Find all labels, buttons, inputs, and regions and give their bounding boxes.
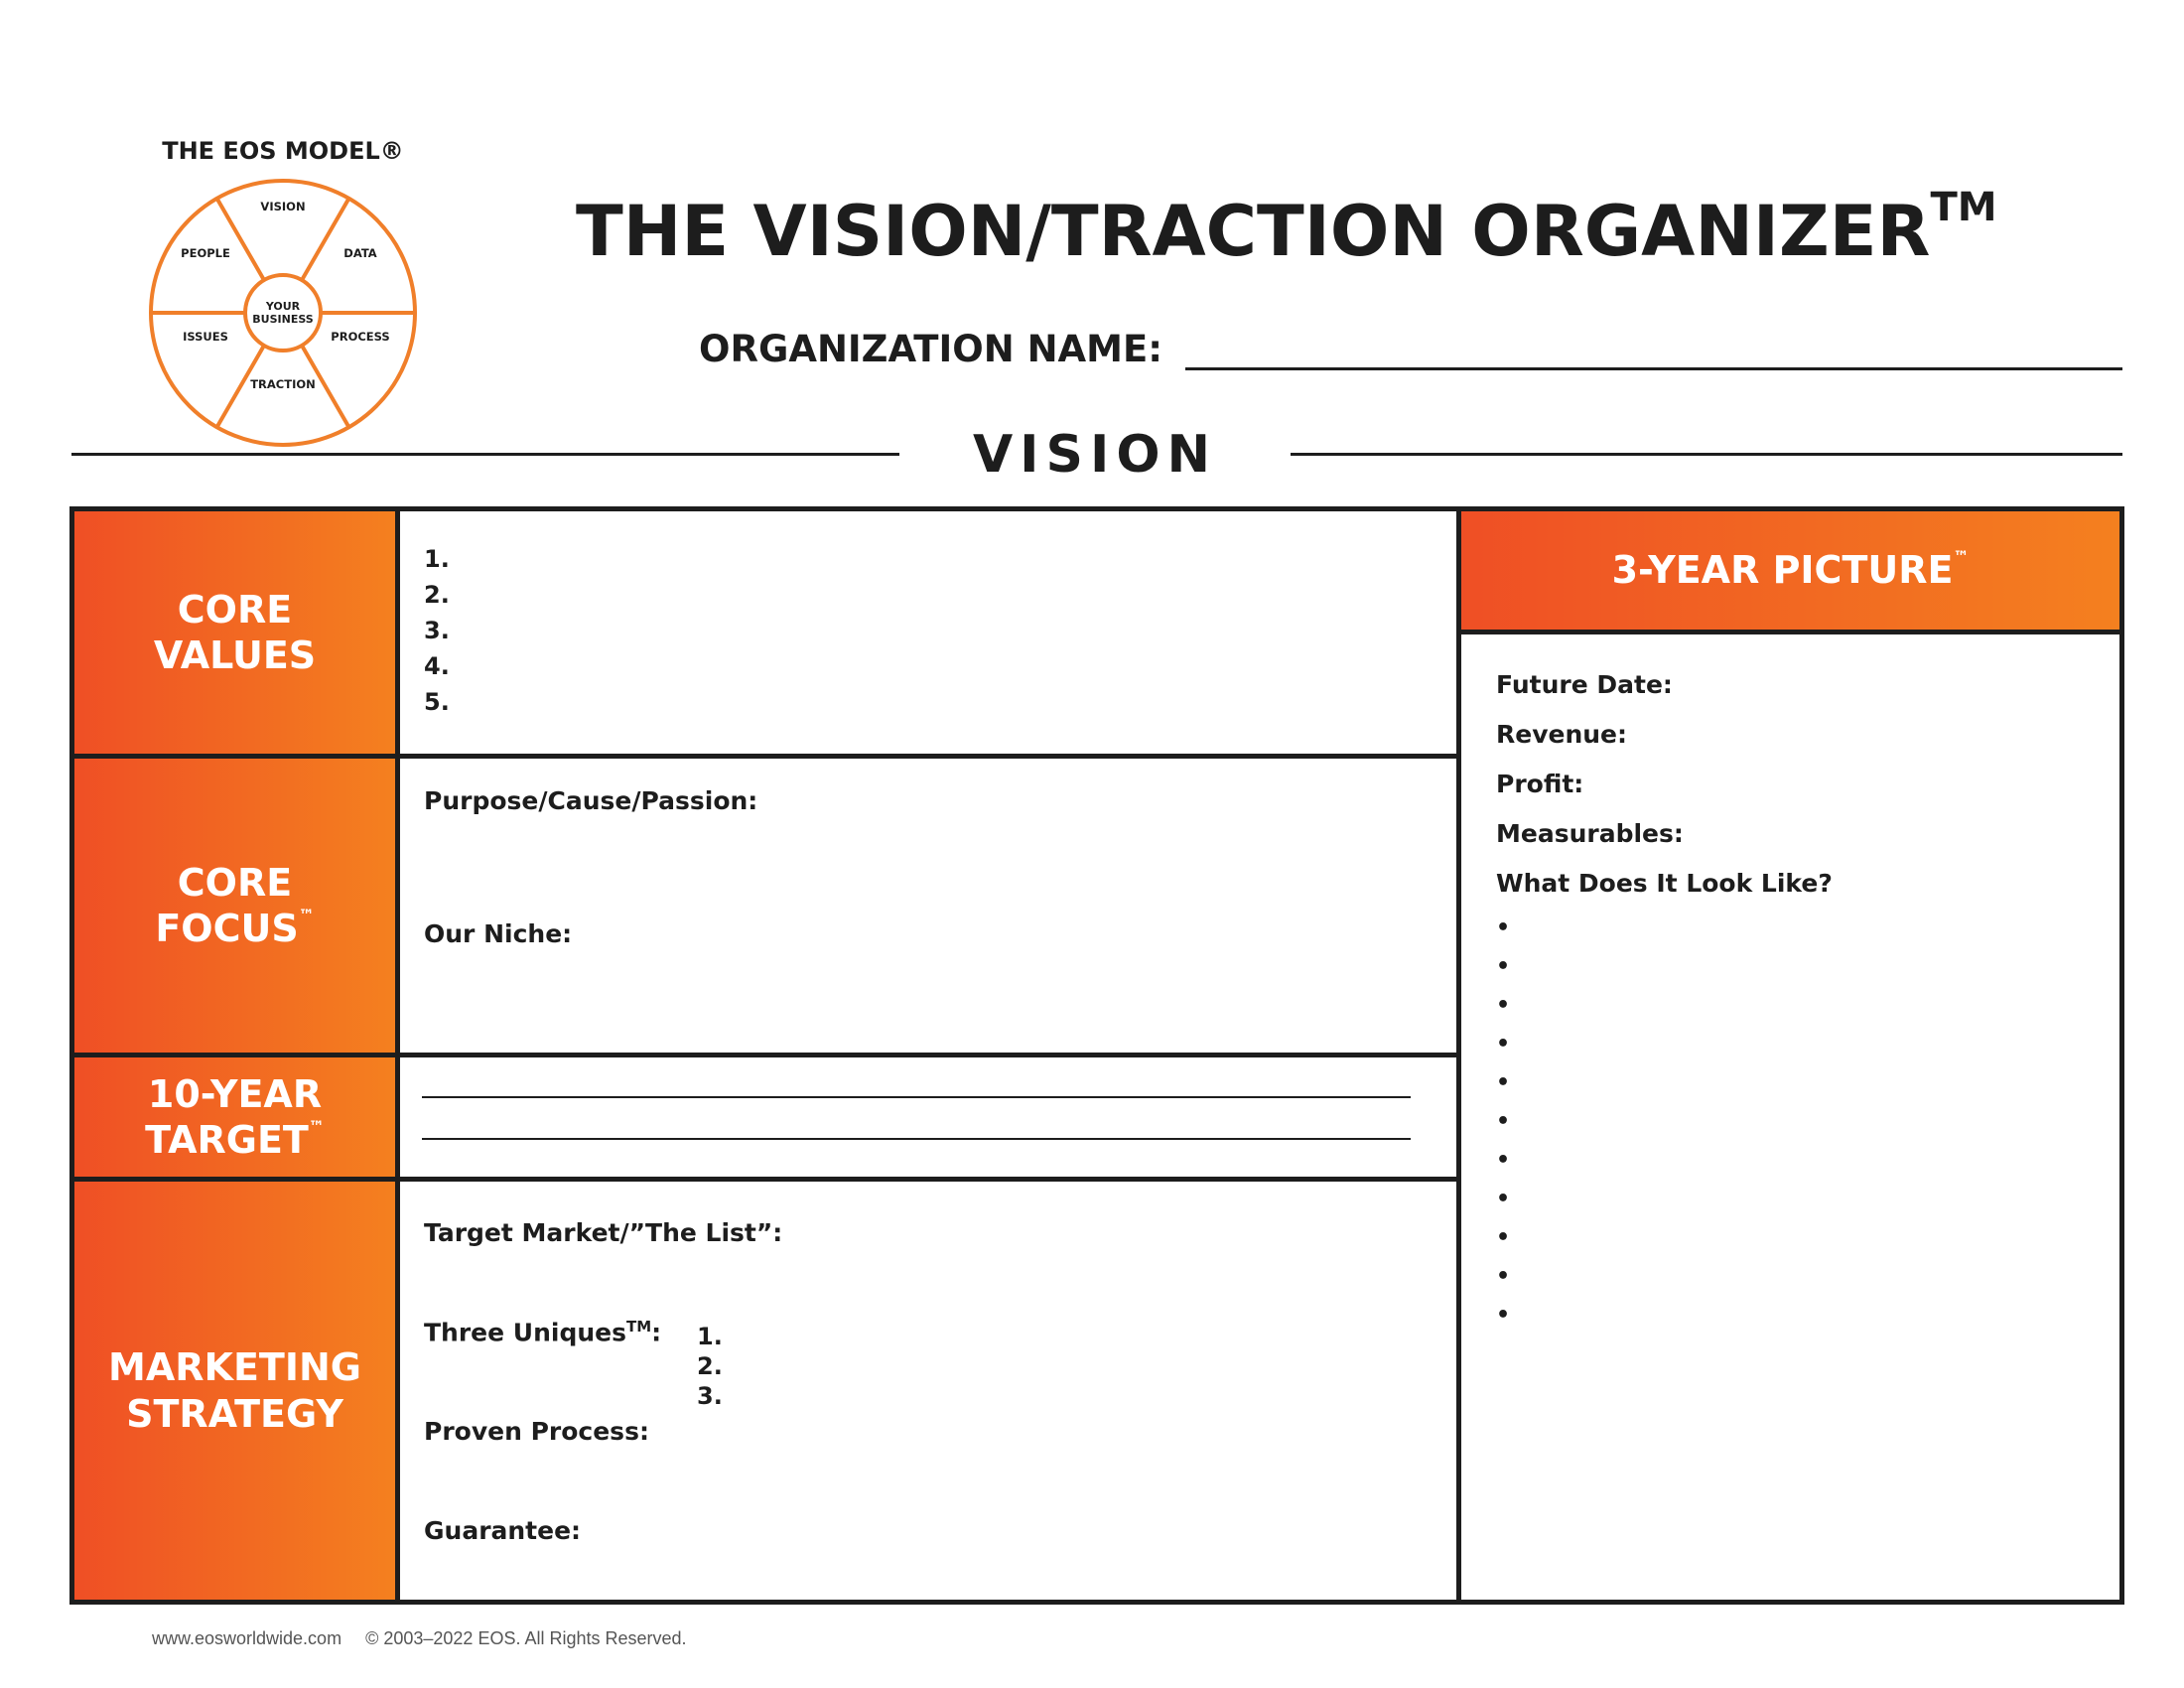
list-item[interactable]: • bbox=[1496, 1187, 1511, 1211]
list-item[interactable]: • bbox=[1496, 1070, 1511, 1095]
future-date-label: Future Date: bbox=[1496, 670, 1673, 699]
list-item[interactable]: • bbox=[1496, 954, 1511, 979]
target-market-label: Target Market/”The List”: bbox=[424, 1218, 783, 1247]
divider-right bbox=[1291, 453, 2122, 456]
list-item[interactable]: • bbox=[1496, 1148, 1511, 1173]
list-item[interactable]: • bbox=[1496, 1264, 1511, 1289]
wheel-segment-issues: ISSUES bbox=[183, 330, 228, 344]
footer-website[interactable]: www.eosworldwide.com bbox=[152, 1628, 342, 1648]
our-niche-label: Our Niche: bbox=[424, 919, 573, 948]
list-item[interactable]: • bbox=[1496, 1032, 1511, 1056]
three-year-bullet-list bbox=[1496, 909, 1510, 1335]
divider-left bbox=[71, 453, 899, 456]
ten-year-target-line-1[interactable] bbox=[422, 1096, 1411, 1098]
label-3-year-picture: 3-YEAR PICTURE™ bbox=[1461, 511, 2119, 630]
label-core-focus: CORE FOCUS™ bbox=[74, 759, 395, 1053]
list-item[interactable]: • bbox=[1496, 1109, 1511, 1134]
grid-line bbox=[74, 754, 1461, 759]
title-trademark: TM bbox=[1930, 185, 1997, 230]
core-value-2[interactable]: 2. bbox=[424, 581, 450, 609]
organization-name-field[interactable] bbox=[1185, 367, 2122, 370]
ten-year-target-line-2[interactable] bbox=[422, 1138, 1411, 1140]
wheel-segment-people: PEOPLE bbox=[181, 246, 230, 260]
eos-model-title: THE EOS MODEL® bbox=[162, 137, 404, 165]
unique-2[interactable]: 2. bbox=[697, 1352, 723, 1380]
core-value-4[interactable]: 4. bbox=[424, 652, 450, 680]
organization-name-label: ORGANIZATION NAME: bbox=[699, 328, 1163, 370]
what-does-it-look-like-label: What Does It Look Like? bbox=[1496, 869, 1833, 898]
list-item[interactable]: • bbox=[1496, 1303, 1511, 1328]
list-item[interactable]: • bbox=[1496, 993, 1511, 1018]
three-uniques-label: Three Uniques™: bbox=[424, 1318, 662, 1347]
vision-grid bbox=[69, 506, 2124, 1605]
label-10-year-target: 10-YEAR TARGET™ bbox=[74, 1057, 395, 1177]
wheel-center-line2: BUSINESS bbox=[252, 313, 314, 326]
core-value-3[interactable]: 3. bbox=[424, 617, 450, 644]
label-marketing-strategy: MARKETING STRATEGY bbox=[74, 1182, 395, 1600]
proven-process-label: Proven Process: bbox=[424, 1417, 649, 1446]
list-item[interactable]: • bbox=[1496, 1225, 1511, 1250]
grid-line bbox=[74, 1177, 1461, 1182]
section-heading-vision: VISION bbox=[972, 425, 1218, 485]
wheel-segment-process: PROCESS bbox=[331, 330, 390, 344]
measurables-label: Measurables: bbox=[1496, 819, 1684, 848]
wheel-center-line1: YOUR bbox=[265, 300, 301, 313]
revenue-label: Revenue: bbox=[1496, 720, 1628, 749]
page-title: THE VISION/TRACTION ORGANIZER™ bbox=[576, 185, 1997, 272]
eos-model-wheel-logo bbox=[147, 177, 419, 449]
grid-line bbox=[1456, 630, 2119, 634]
guarantee-label: Guarantee: bbox=[424, 1516, 582, 1545]
grid-line bbox=[74, 1053, 1461, 1057]
unique-1[interactable]: 1. bbox=[697, 1323, 723, 1350]
purpose-cause-passion-label: Purpose/Cause/Passion: bbox=[424, 786, 758, 815]
wheel-segment-vision: VISION bbox=[260, 200, 306, 213]
profit-label: Profit: bbox=[1496, 770, 1584, 798]
footer-copyright: © 2003–2022 EOS. All Rights Reserved. bbox=[365, 1628, 687, 1648]
list-item[interactable]: • bbox=[1496, 915, 1511, 940]
unique-3[interactable]: 3. bbox=[697, 1382, 723, 1410]
core-value-5[interactable]: 5. bbox=[424, 688, 450, 716]
label-core-values: CORE VALUES bbox=[74, 511, 395, 754]
footer bbox=[152, 1628, 711, 1649]
core-value-1[interactable]: 1. bbox=[424, 545, 450, 573]
wheel-segment-traction: TRACTION bbox=[250, 377, 316, 391]
wheel-segment-data: DATA bbox=[343, 246, 377, 260]
